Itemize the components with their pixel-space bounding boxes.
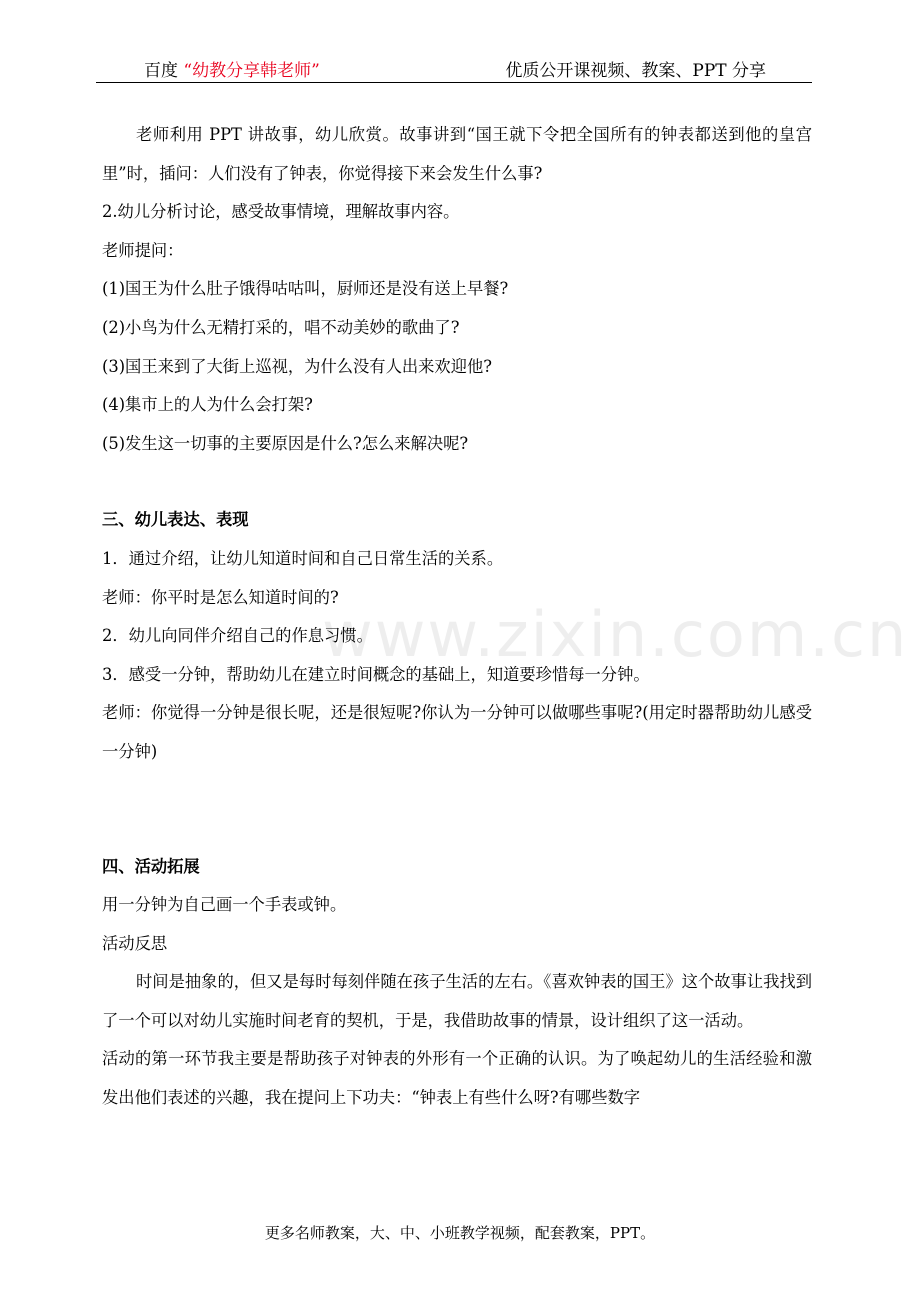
spacer (102, 463, 812, 501)
header-right: 优质公开课视频、教案、PPT 分享 (505, 61, 766, 81)
header-highlight: “幼教分享韩老师” (183, 61, 320, 81)
spacer (102, 772, 812, 848)
section4-item-1: 用一分钟为自己画一个手表或钟。 (102, 895, 347, 915)
question-1: (1)国王为什么肚子饿得咕咕叫，厨师还是没有送上早餐? (102, 279, 509, 299)
question-2: (2)小鸟为什么无精打采的，唱不动美妙的歌曲了? (102, 317, 460, 337)
reflection-label: 活动反思 (102, 933, 168, 953)
document-body (102, 116, 812, 1118)
question-5: (5)发生这一切事的主要原因是什么?怎么来解决呢? (102, 433, 469, 453)
section-heading-4: 四、活动拓展 (102, 856, 200, 876)
reflection-paragraph-1: 时间是抽象的，但又是每时每刻伴随在孩子生活的左右。《喜欢钟表的国王》这个故事让我找到了一个可以对幼儿实施时间老育的契机，于是，我借助故事的情景，设计组织了这一活动。 (102, 972, 812, 1030)
reflection-paragraph-2: 活动的第一环节我主要是帮助孩子对钟表的外形有一个正确的认识。为了唤起幼儿的生活经验和激发出他们表述的兴趣，我在提问上下功夫：“钟表上有些什么呀?有哪些数字 (102, 1049, 812, 1108)
page-header (96, 54, 812, 83)
header-left-prefix: 百度 (144, 61, 184, 81)
section3-teacher-2: 老师：你觉得一分钟是很长呢，还是很短呢?你认为一分钟可以做哪些事呢?(用定时器帮助幼儿感受一分钟) (102, 703, 812, 761)
section-heading-3: 三、幼儿表达、表现 (102, 510, 249, 530)
step-2-discussion: 2.幼儿分析讨论，感受故事情境，理解故事内容。 (102, 202, 460, 222)
teacher-question-label: 老师提问： (102, 240, 184, 260)
question-4: (4)集市上的人为什么会打架? (102, 395, 313, 415)
section3-item-3: 3．感受一分钟，帮助幼儿在建立时间概念的基础上，知道要珍惜每一分钟。 (102, 664, 650, 684)
header-left (144, 56, 320, 81)
page-footer: 更多名师教案，大、中、小班教学视频，配套教案，PPT。 (264, 1224, 656, 1242)
section3-teacher-1: 老师：你平时是怎么知道时间的? (102, 587, 339, 607)
paragraph-story-intro: 老师利用 PPT 讲故事，幼儿欣赏。故事讲到“国王就下令把全国所有的钟表都送到他的皇宫里”时，插问：人们没有了钟表，你觉得接下来会发生什么事? (102, 125, 812, 183)
question-3: (3)国王来到了大街上巡视，为什么没有人出来欢迎他? (102, 356, 492, 376)
watermark: www.zixin.com.cn (322, 598, 909, 671)
section3-item-2: 2．幼儿向同伴介绍自己的作息习惯。 (102, 626, 373, 646)
section3-item-1: 1．通过介绍，让幼儿知道时间和自己日常生活的关系。 (102, 548, 504, 568)
